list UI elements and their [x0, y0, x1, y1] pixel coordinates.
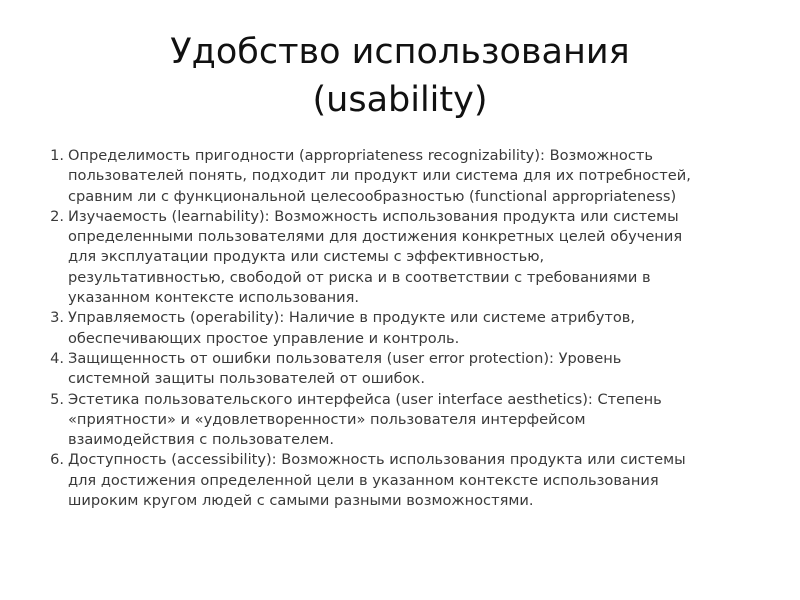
- list-item-line: Эстетика пользовательского интерфейса (user interface aesthetics): Степень: [68, 390, 662, 408]
- list-item-number: 1.: [50, 147, 64, 164]
- list-item-text: [68, 308, 778, 349]
- list-item-line: «приятности» и «удовлетворенности» пользователя интерфейсом: [68, 410, 586, 428]
- list-item-line: определенными пользователями для достижения конкретных целей обучения: [68, 228, 683, 246]
- slide-title-line: (usability): [312, 80, 488, 120]
- list-item-line: системной защиты пользователей от ошибок.: [68, 370, 425, 388]
- list-item-line: взаимодействия с пользователем.: [68, 431, 335, 449]
- list-item-number: 6.: [50, 451, 64, 469]
- list-item-text: [68, 349, 778, 390]
- list-item-line: для эксплуатации продукта или системы с эффективностью,: [68, 248, 545, 266]
- list-item: [38, 349, 778, 390]
- list-item-number: 5.: [50, 390, 64, 408]
- list-item: [38, 146, 778, 207]
- list-item-number: 4.: [50, 349, 64, 367]
- list-item: [38, 450, 778, 511]
- list-item-number: 3.: [50, 309, 64, 327]
- list-item-line: Управляемость (operability): Наличие в продукте или системе атрибутов,: [68, 309, 636, 327]
- list-item-line: пользователей понять, подходит ли продукт или система для их потребностей,: [68, 167, 691, 185]
- list-item: [38, 308, 778, 349]
- list-item-line: указанном контексте использования.: [68, 289, 360, 307]
- list-item-text: [68, 390, 778, 451]
- characteristics-list: [38, 146, 778, 511]
- slide-title-line: Удобство использования: [170, 32, 630, 72]
- list-item-line: Изучаемость (learnability): Возможность использования продукта или системы: [68, 207, 679, 225]
- slide-title: [0, 28, 800, 124]
- list-item-line: обеспечивающих простое управление и контроль.: [68, 329, 460, 347]
- list-item-line: сравним ли с функциональной целесообразностью (functional appropriateness): [68, 187, 677, 205]
- list-item-line: широким кругом людей с самыми разными возможностями.: [68, 492, 534, 510]
- list-item-text: [68, 146, 778, 207]
- list-item-line: для достижения определенной цели в указанном контексте использования: [68, 471, 659, 489]
- list-item-text: [68, 207, 778, 308]
- list-item-text: [68, 450, 778, 511]
- list-item-line: Определимость пригодности (appropriateness recognizability): Возможность: [68, 147, 653, 164]
- list-item: [38, 390, 778, 451]
- list-item-number: 2.: [50, 207, 64, 225]
- list-item-line: результативностью, свободой от риска и в соответствии с требованиями в: [68, 268, 651, 286]
- list-item-line: Доступность (accessibility): Возможность использования продукта или системы: [68, 451, 686, 469]
- list-item: [38, 207, 778, 308]
- list-item-line: Защищенность от ошибки пользователя (user error protection): Уровень: [68, 349, 622, 367]
